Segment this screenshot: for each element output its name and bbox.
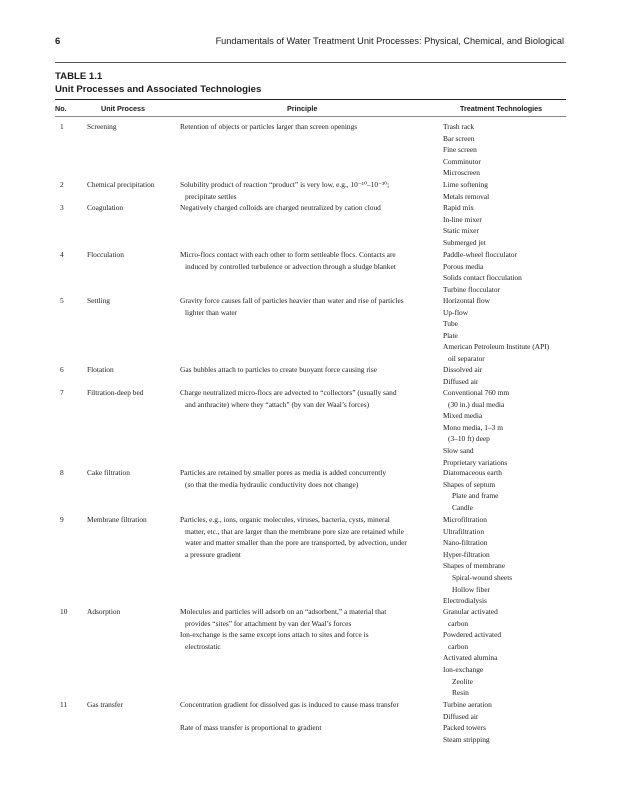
unit-process: Flocculation bbox=[87, 250, 124, 259]
row-number: 10 bbox=[60, 607, 68, 616]
principle: Micro-flocs contact with each other to form settleable flocs. Contacts are induced by controlled turbulence or advection through a sludge blanket bbox=[180, 250, 396, 271]
column-header-no: No. bbox=[55, 104, 67, 113]
principle: Particles, e.g., ions, organic molecules, viruses, bacteria, cysts, mineral matter, etc., that are larger than the membrane pore size are retained while water and matter smaller than the pore are transported, by advection, under a pressure gradient bbox=[180, 515, 407, 559]
treatment-technologies: Trash rack Bar screen Fine screen Comminutor Microscreen bbox=[443, 122, 481, 178]
principle: Concentration gradient for dissolved gas is induced to cause mass transfer Rate of mass transfer is proportional to gradient bbox=[180, 700, 399, 733]
row-number: 4 bbox=[60, 250, 64, 259]
principle: Charge neutralized micro-flocs are advected to “collectors” (usually sand and anthracite) where they “attach” (by van der Waal’s forces) bbox=[180, 388, 397, 409]
treatment-technologies: Granular activated carbon Powdered activated carbon Activated alumina Ion-exchange Zeolite Resin bbox=[443, 607, 502, 698]
treatment-technologies: Conventional 760 mm (30 in.) dual media Mixed media Mono media, 1–3 m (3–10 ft) deep Slow sand Proprietary variations bbox=[443, 388, 510, 467]
table-caption bbox=[55, 70, 261, 96]
principle: Retention of objects or particles larger than screen openings bbox=[180, 122, 358, 131]
treatment-technologies: Lime softening Metals removal bbox=[443, 180, 490, 201]
row-number: 3 bbox=[60, 203, 64, 212]
unit-process: Cake filtration bbox=[87, 468, 130, 477]
principle: Molecules and particles will adsorb on an “adsorbent,” a material that provides “sites” for attachment by van der Waal’s forces Ion-exchange is the same except ions attach to sites and force is electrostatic bbox=[180, 607, 387, 651]
table-label: TABLE 1.1 bbox=[55, 71, 103, 82]
row-number: 7 bbox=[60, 388, 64, 397]
header-rule bbox=[55, 62, 566, 63]
principle: Solubility product of reaction “product” is very low, e.g., 10⁻¹⁰–10⁻³⁰; precipitate settles bbox=[180, 180, 390, 201]
principle: Gravity force causes fall of particles heavier than water and rise of particles lighter than water bbox=[180, 296, 404, 317]
row-number: 2 bbox=[60, 180, 64, 189]
row-number: 9 bbox=[60, 515, 64, 524]
principle: Gas bubbles attach to particles to create buoyant force causing rise bbox=[180, 365, 378, 374]
table-title: Unit Processes and Associated Technologies bbox=[55, 84, 262, 95]
principle: Particles are retained by smaller pores as media is added concurrently (so that the media hydraulic conductivity does not change) bbox=[180, 468, 387, 489]
unit-process: Membrane filtration bbox=[87, 515, 147, 524]
treatment-technologies: Turbine aeration Diffused air Packed towers Steam stripping bbox=[443, 700, 492, 744]
treatment-technologies: Microfiltration Ultrafiltration Nano-filtration Hyper-filtration Shapes of membrane Spiral-wound sheets Hollow fiber Electrodialysis bbox=[443, 515, 513, 606]
running-head: Fundamentals of Water Treatment Unit Processes: Physical, Chemical, and Biological bbox=[215, 36, 564, 46]
column-header-unit-process: Unit Process bbox=[101, 104, 145, 113]
unit-process: Settling bbox=[87, 296, 110, 305]
page-number: 6 bbox=[55, 36, 61, 47]
principle: Negatively charged colloids are charged neutralized by cation cloud bbox=[180, 203, 381, 212]
unit-process: Adsorption bbox=[87, 607, 121, 616]
unit-process: Flotation bbox=[87, 365, 114, 374]
row-number: 1 bbox=[60, 122, 64, 131]
treatment-technologies: Paddle-wheel flocculator Porous media Solids contact flocculation Turbine flocculator bbox=[443, 250, 522, 294]
unit-process: Coagulation bbox=[87, 203, 124, 212]
column-header-principle: Principle bbox=[287, 104, 318, 113]
treatment-technologies: Dissolved air Diffused air bbox=[443, 365, 483, 386]
unit-process: Filtration-deep bed bbox=[87, 388, 144, 397]
treatment-technologies: Diatomaceous earth Shapes of septum Plate and frame Candle bbox=[443, 468, 502, 512]
row-number: 6 bbox=[60, 365, 64, 374]
row-number: 8 bbox=[60, 468, 64, 477]
row-number: 11 bbox=[60, 700, 68, 709]
treatment-technologies: Rapid mix In-line mixer Static mixer Submerged jet bbox=[443, 203, 486, 247]
row-number: 5 bbox=[60, 296, 64, 305]
header-under-rule bbox=[55, 116, 566, 117]
unit-process: Screening bbox=[87, 122, 117, 131]
treatment-technologies: Horizontal flow Up-flow Tube Plate American Petroleum Institute (API) oil separator bbox=[443, 296, 550, 363]
column-header-treatment-technologies: Treatment Technologies bbox=[460, 104, 543, 113]
unit-process: Gas transfer bbox=[87, 700, 123, 709]
unit-process: Chemical precipitation bbox=[87, 180, 155, 189]
table-top-rule bbox=[55, 99, 566, 100]
